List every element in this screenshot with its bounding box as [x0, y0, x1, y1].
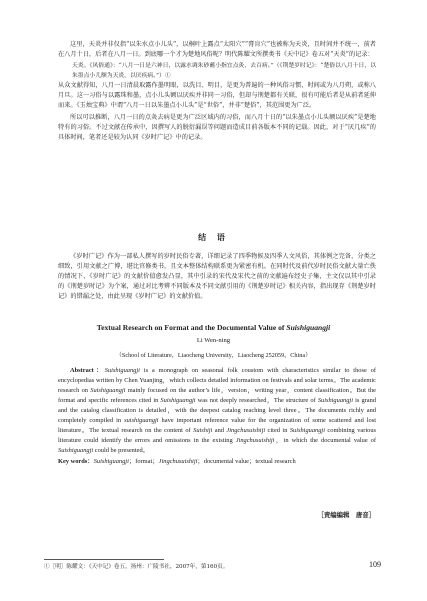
english-title-main: Textual Research on Format and the Documental Value of — [96, 323, 287, 332]
keywords-paragraph — [58, 457, 376, 467]
text-segment: Suishiji — [193, 427, 213, 434]
paragraph: 这里，天炎并非仅指“以朱水点小儿头”，以桐叶上露点“太阳穴”“膏肓穴”也被称为天炎，且时间并不统一，前者在八月十日，后者在八月一日。到底哪一个才为楚地风俗呢？明代陈耀文所撰类书《天中记》卷五对“天炎”的记录： — [58, 41, 376, 58]
text-segment: Suishiguangji — [317, 397, 353, 404]
text-segment: is grand and the catalog classification is detailed，with the deepest catalog reaching level three。The documents richly and completely compiled in — [58, 397, 376, 424]
abstract-label: Abstract： — [70, 367, 105, 374]
block-quote: 天炎。《风俗通》：“八月一日是六神日，以露水调朱砂蘸小指宜点灸，去百病。”（《荆楚岁时记》：“楚俗以八月十日，以朱墨点小儿额为天炎，以厌疾病。”）① — [72, 63, 376, 79]
text-segment: Suishiguangji — [289, 427, 325, 434]
body-text-top — [58, 40, 376, 143]
text-segment: Suishiguangji — [93, 458, 129, 465]
text-segment: and — [212, 427, 227, 434]
english-affiliation: （School of Literature，Liaocheng University，Liaocheng 252059，China） — [115, 352, 312, 359]
keywords-label: Key words： — [58, 458, 94, 465]
english-author: Li Wen-ning — [196, 337, 231, 344]
text-segment: Suishiguangji — [104, 367, 140, 374]
editor-note: ［责编编辑 唐音］ — [317, 511, 375, 519]
page-number: 109 — [369, 560, 381, 569]
text-segment: is a monograph on seasonal folk coustom with characteristics similar to those of encyclopedias written by Chen Yuanjing，which collects detailed information on festivals and solar terms。The academic research on — [58, 367, 376, 394]
conclusion-heading: 结 语 — [198, 232, 229, 242]
text-segment: Suishiguangji — [58, 447, 94, 454]
paragraph: 《岁时广记》作为一部私人撰写的岁时民俗专著，详细记录了四季物候及四季人文风俗，其体例之完备，分类之细致，引用文献之广博，堪比官修类书，且文本整体结构联系更为紧密有机。在同时代及前代岁时民俗文献大量亡佚的情况下，《岁时广记》的文献价值愈发凸显，其中引录的宋代及宋代之前的文献遍布经史子集，主文仅以其中引录的《荆楚岁时记》为个案，通过对比考辨不同版本及不同文献引用的《荆楚岁时记》相关内容，指出现存《荆楚岁时记》的错漏之处，由此呈现《岁时广记》的文献价值。 — [58, 253, 376, 300]
conclusion-text — [58, 252, 376, 302]
text-segment: Jingchusuishiji — [226, 427, 266, 434]
text-segment: have important reference value for the organization of some scattered and lost literature。The textual research on the content of — [58, 417, 376, 434]
text-segment: suishiguangji — [124, 417, 159, 424]
text-segment: cited in — [265, 427, 290, 434]
text-segment: mainly focused on the author’s life，version，writing year，content classification。But the format and specific references cited in — [58, 387, 376, 404]
footnote: ①［明］陈耀文：《天中记》卷五，扬州：广陵书社，2007年，第160页。 — [44, 564, 229, 570]
footnote-divider — [44, 559, 164, 560]
text-segment: could be presented。 — [93, 447, 150, 454]
text-segment: ；documental value；textual research — [197, 458, 296, 465]
abstract-paragraph — [58, 366, 376, 456]
paragraph: 从众文献得知，八月一日清晨取露作墨明眼，以洗目、明目，是更为普遍的一种风俗习惯，时间或为八月朔，或称八月旦。这一习俗与以露珠和墨，点小儿头额以厌疾并非同一习俗，但却与荆楚都有关联，很有可能后者是从前者延伸而来。《玉烛宝典》中谓“八月一日以朱墨点小儿头”是“世俗”，并非“楚俗”，其范围更为广泛。 — [58, 82, 376, 109]
text-segment: ，in which the documental value of — [274, 437, 376, 444]
text-segment: Suishiguangji — [160, 397, 196, 404]
english-abstract — [58, 366, 376, 467]
paragraph: 所以可以推断，八月一日的点灸去病是更为广泛区域内的习俗，而八月十日的“以朱墨点小儿头额以厌疾”是楚地特有的习俗。不过文献在传承中，因撰写人的脱衍漏误等问题而造成目前各版本不同的记载。因此，对于“厌几疾”的具体时间，笔者还是较为认同《岁时广记》中的记录。 — [58, 114, 376, 141]
text-segment: combining various literature could identify the errors and omissions in the existing — [58, 427, 377, 444]
text-segment: was not deeply researched，The structure of — [195, 397, 318, 404]
text-segment: ；format； — [128, 458, 159, 465]
text-segment: Jingchusuishiji — [235, 437, 275, 444]
text-segment: Suishiguangji — [90, 387, 126, 394]
english-title-italic: Suishiguangji — [286, 323, 331, 332]
text-segment: Jingchusuishiji — [158, 458, 198, 465]
english-title — [20, 323, 407, 332]
